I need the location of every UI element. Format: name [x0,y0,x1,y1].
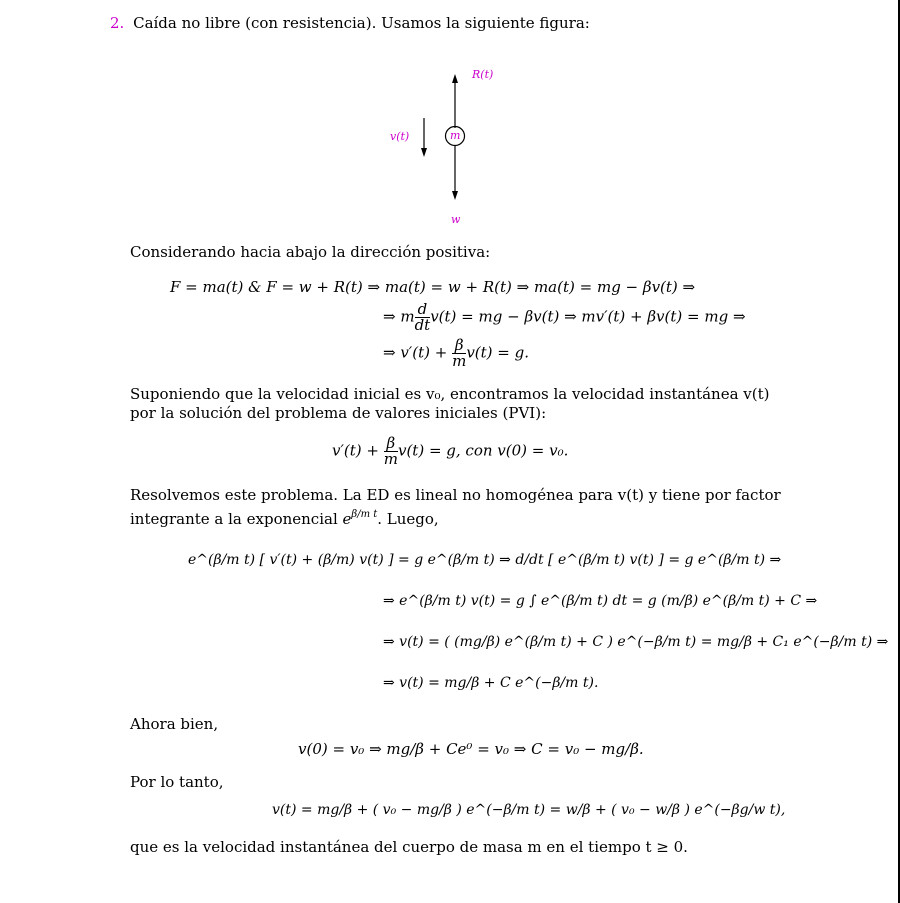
eq-pvi-fraction [384,436,398,467]
label-v: v(t) [390,130,410,143]
exercise-heading [110,14,590,32]
eq1-line2-suffix: v(t) = mg − βv(t) ⇒ mv′(t) + βv(t) = mg ⇒ [430,307,746,326]
label-w: w [451,213,461,226]
eq1-line3-fraction [452,338,466,369]
label-R: R(t) [472,68,494,81]
eq1-line3-den: m [452,352,467,370]
integrating-factor-base: e [342,510,352,528]
eq-pvi [332,436,568,467]
exercise-title: Caída no libre (con resistencia). Usamos la siguiente figura: [133,14,590,32]
arrow-v-head [421,148,427,157]
eq-pvi-den: m [383,450,398,468]
paragraph-resolve [130,483,790,534]
eq4: v(t) = mg/β + ( v₀ − mg/β ) e^(−β/m t) = w/β + ( v₀ − w/β ) e^(−βg/w t), [272,802,786,818]
eq-pvi-prefix: v′(t) + [332,441,379,460]
integrating-factor-exponent: β/m t [351,509,378,520]
arrow-w-head [452,191,458,200]
paragraph-final: que es la velocidad instantánea del cuerpo de masa m en el tiempo t ≥ 0. [130,838,688,856]
arrow-R-head [452,74,458,83]
eq3: v(0) = v₀ ⇒ mg/β + Ce⁰ = v₀ ⇒ C = v₀ − mg/β. [298,740,644,758]
eq2-line2: ⇒ e^(β/m t) v(t) = g ∫ e^(β/m t) dt = g (m/β) e^(β/m t) + C ⇒ [383,593,818,609]
eq1-line3 [383,338,529,369]
paragraph-resolve-text: Resolvemos este problema. La ED es lineal no homogénea para v(t) y tiene por factor integrante a la exponencial [130,486,781,528]
eq1-line3-num: β [452,338,466,354]
eq-pvi-num: β [384,436,398,452]
eq1-line2-den: dt [414,316,431,334]
eq-pvi-suffix: v(t) = g, con v(0) = v₀. [397,441,569,460]
exercise-number: 2. [110,14,125,32]
eq1-line3-prefix: ⇒ v′(t) + [383,343,448,362]
eq1-line2-fraction [415,302,431,333]
eq1-line2-prefix: ⇒ m [383,307,415,326]
eq2-line3: ⇒ v(t) = ( (mg/β) e^(β/m t) + C ) e^(−β/m t) = mg/β + C₁ e^(−β/m t) ⇒ [383,634,889,650]
paragraph-tanto: Por lo tanto, [130,773,224,791]
paragraph-pvi: Suponiendo que la velocidad inicial es v₀, encontramos la velocidad instantánea v(t) por la solución del problema de valores iniciales (PVI): [130,385,770,422]
eq1-line3-suffix: v(t) = g. [466,343,529,362]
paragraph-ahora: Ahora bien, [130,715,219,733]
eq1-line1: F = ma(t) & F = w + R(t) ⇒ ma(t) = w + R(t) ⇒ ma(t) = mg − βv(t) ⇒ [170,278,696,296]
free-body-diagram [380,60,520,230]
eq1-line2 [383,302,746,333]
integrating-factor [343,510,378,528]
eq2-line4: ⇒ v(t) = mg/β + C e^(−β/m t). [383,675,599,691]
paragraph-direction: Considerando hacia abajo la dirección positiva: [130,243,491,261]
label-m: m [450,129,461,142]
eq2-line1: e^(β/m t) [ v′(t) + (β/m) v(t) ] = g e^(β/m t) ⇒ d/dt [ e^(β/m t) v(t) ] = g e^(β/m t) ⇒ [188,552,782,568]
eq1-line2-num: d [415,302,431,318]
paragraph-resolve-end: . Luego, [377,510,439,528]
